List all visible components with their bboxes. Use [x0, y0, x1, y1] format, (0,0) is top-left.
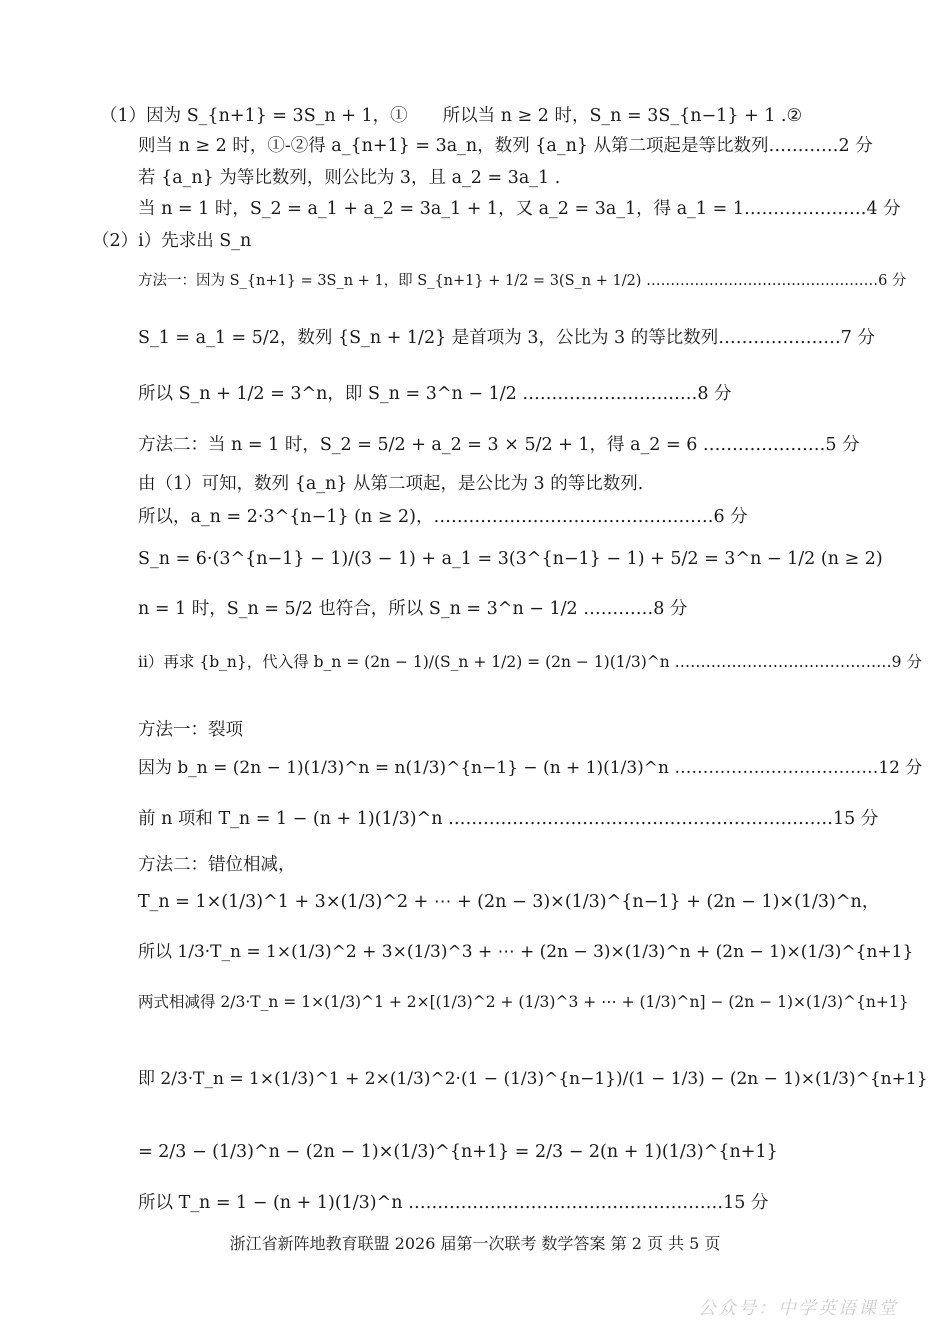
- solution-line-17: 前 n 项和 T_n = 1 − (n + 1)(1/3)^n …………………………………………………………15 分: [138, 809, 879, 829]
- solution-line-13: n = 1 时，S_n = 5/2 也符合，所以 S_n = 3^n − 1/2 …………8 分: [138, 599, 688, 619]
- solution-line-22: 即 2/3·T_n = 1×(1/3)^1 + 2×(1/3)^2·(1 − (1/3)^{n−1})/(1 − 1/3) − (2n − 1)×(1/3)^{n+1}: [138, 1069, 928, 1089]
- method-1-heading: 方法一：裂项: [138, 720, 243, 740]
- solution-line-14: ii）再求 {b_n}，代入得 b_n = (2n − 1)/(S_n + 1/2) = (2n − 1)(1/3)^n ……………………………………9 分: [138, 653, 922, 671]
- solution-line-12: S_n = 6·(3^{n−1} − 1)/(3 − 1) + a_1 = 3(3^{n−1} − 1) + 5/2 = 3^n − 1/2 (n ≥ 2): [138, 549, 883, 569]
- page-footer: 浙江省新阵地教育联盟 2026 届第一次联考 数学答案 第 2 页 共 5 页: [229, 1234, 721, 1253]
- solution-line-16: 因为 b_n = (2n − 1)(1/3)^n = n(1/3)^{n−1} − (n + 1)(1/3)^n ………………………………12 分: [138, 758, 923, 778]
- method-2-heading: 方法二：错位相减，: [138, 855, 296, 875]
- watermark: 公众号：中学英语课堂: [698, 1298, 898, 1319]
- solution-line-20: 所以 1/3·T_n = 1×(1/3)^2 + 3×(1/3)^3 + ⋯ + (2n − 3)×(1/3)^n + (2n − 1)×(1/3)^{n+1}: [138, 942, 914, 962]
- solution-line-2: 则当 n ≥ 2 时，①-②得 a_{n+1} = 3a_n，数列 {a_n} 从第二项起是等比数列…………2 分: [138, 136, 873, 156]
- solution-line-9: 方法二：当 n = 1 时，S_2 = 5/2 + a_2 = 3 × 5/2 + 1，得 a_2 = 6 …………………5 分: [138, 435, 860, 455]
- solution-line-1: （1）因为 S_{n+1} = 3S_n + 1，① 所以当 n ≥ 2 时，S_n = 3S_{n−1} + 1 .②: [100, 106, 803, 126]
- part-2-heading: （2）i）先求出 S_n: [92, 231, 252, 251]
- solution-line-10: 由（1）可知，数列 {a_n} 从第二项起，是公比为 3 的等比数列.: [138, 474, 644, 494]
- solution-line-3: 若 {a_n} 为等比数列，则公比为 3，且 a_2 = 3a_1 .: [138, 168, 561, 188]
- solution-line-11: 所以，a_n = 2·3^{n−1} (n ≥ 2)，…………………………………………6 分: [138, 507, 748, 527]
- solution-line-7: S_1 = a_1 = 5/2，数列 {S_n + 1/2} 是首项为 3，公比为 3 的等比数列…………………7 分: [138, 328, 875, 348]
- solution-line-8: 所以 S_n + 1/2 = 3^n，即 S_n = 3^n − 1/2 …………………………8 分: [138, 384, 732, 404]
- solution-line-4: 当 n = 1 时，S_2 = a_1 + a_2 = 3a_1 + 1，又 a_2 = 3a_1，得 a_1 = 1…………………4 分: [138, 199, 901, 219]
- solution-line-19: T_n = 1×(1/3)^1 + 3×(1/3)^2 + ⋯ + (2n − 3)×(1/3)^{n−1} + (2n − 1)×(1/3)^n，: [138, 892, 880, 912]
- solution-line-23: = 2/3 − (1/3)^n − (2n − 1)×(1/3)^{n+1} = 2/3 − 2(n + 1)(1/3)^{n+1}: [138, 1142, 778, 1162]
- solution-line-21: 两式相减得 2/3·T_n = 1×(1/3)^1 + 2×[(1/3)^2 + (1/3)^3 + ⋯ + (1/3)^n] − (2n − 1)×(1/3)^{n+1}: [138, 993, 909, 1011]
- solution-line-6: 方法一：因为 S_{n+1} = 3S_n + 1，即 S_{n+1} + 1/2 = 3(S_n + 1/2) …………………………………………6 分: [138, 273, 907, 289]
- solution-line-24: 所以 T_n = 1 − (n + 1)(1/3)^n ………………………………………………15 分: [138, 1193, 769, 1213]
